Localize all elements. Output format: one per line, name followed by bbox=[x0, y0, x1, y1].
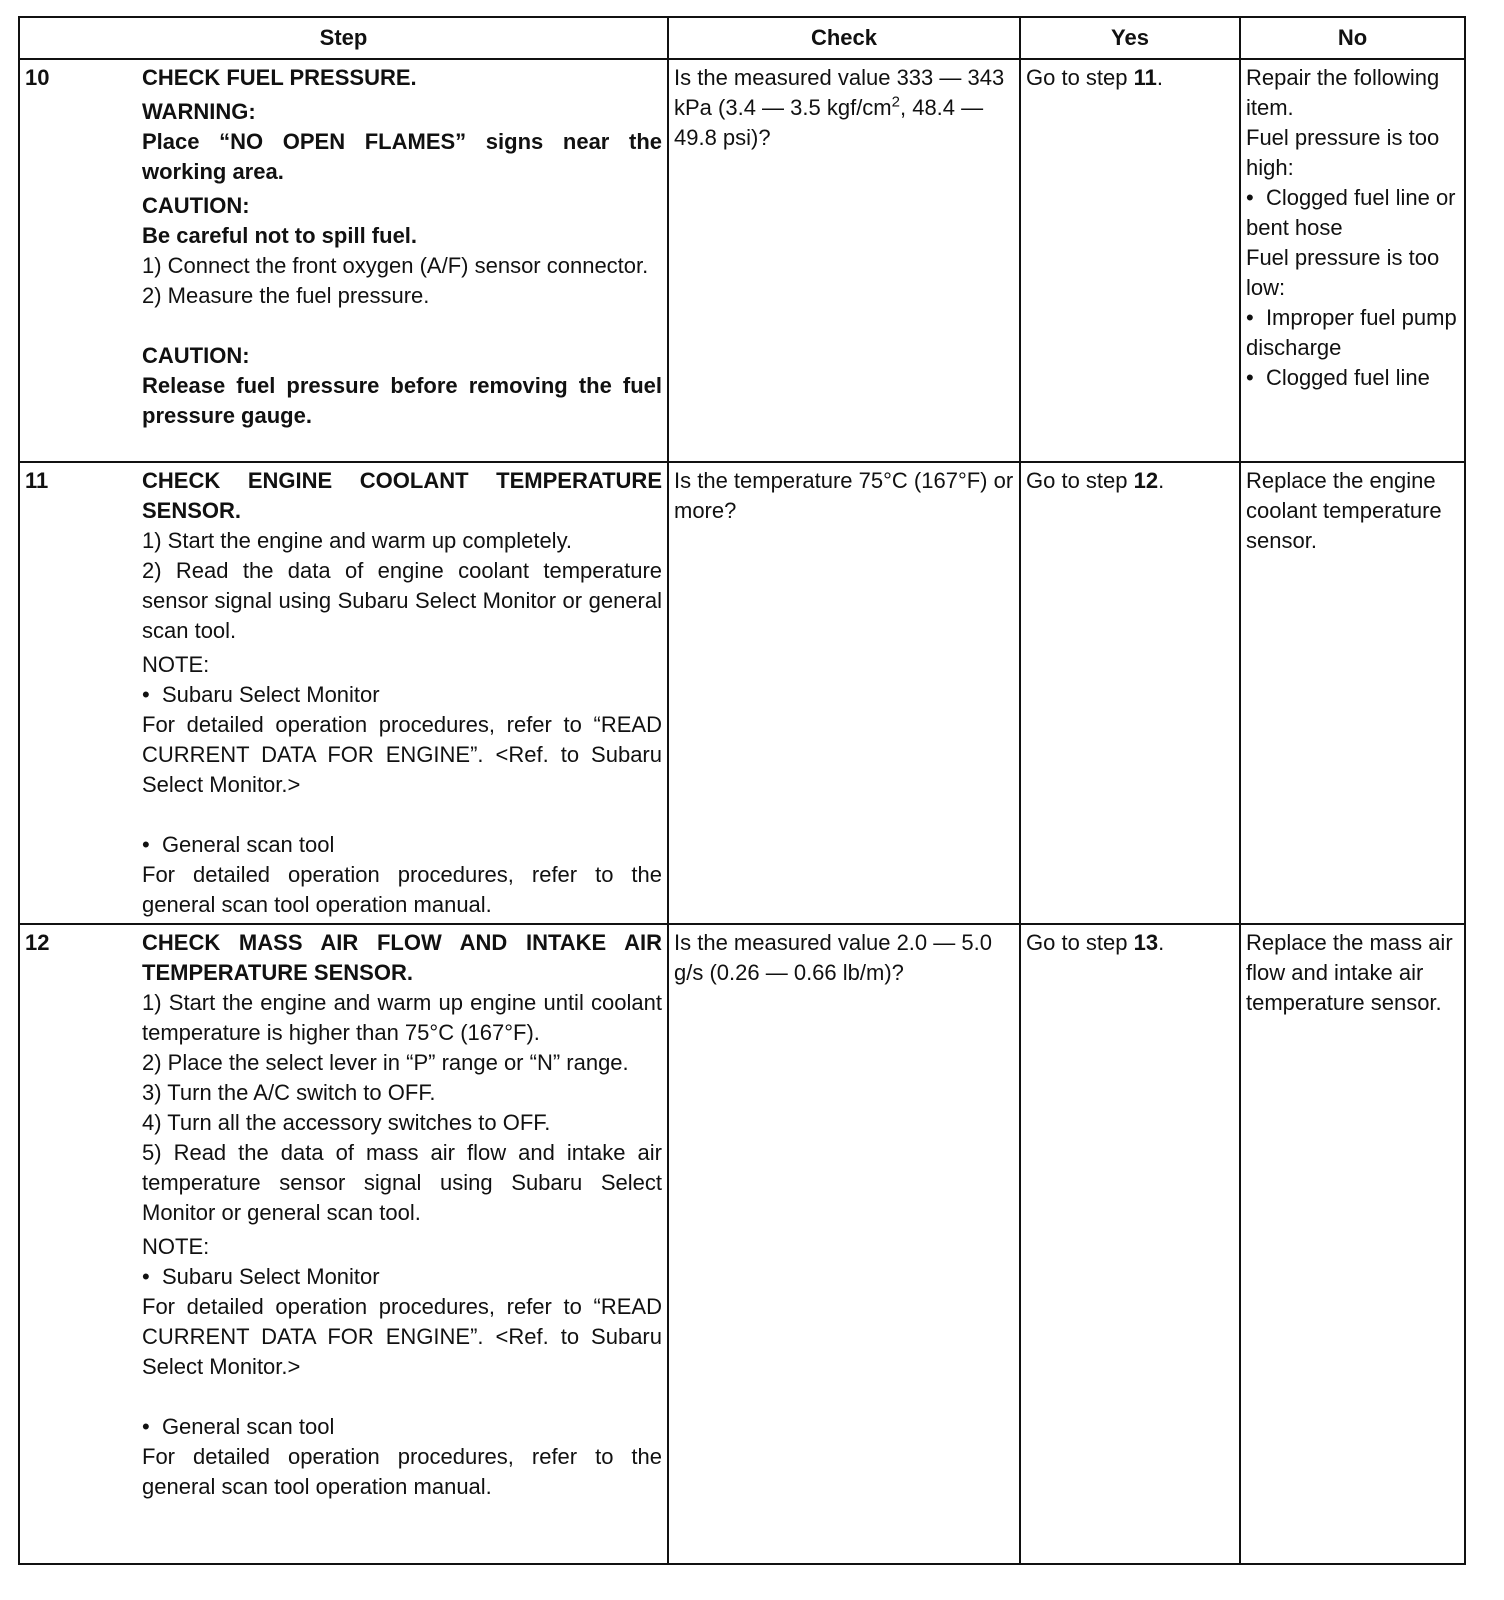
table-header-row bbox=[19, 17, 1465, 59]
step-title: CHECK ENGINE COOLANT TEMPERATURE SENSOR. bbox=[142, 468, 662, 523]
procedure-step-2: 2) Read the data of engine coolant temperature sensor signal using Subaru Select Monitor or general scan tool. bbox=[142, 558, 662, 643]
yes-text-end: . bbox=[1158, 468, 1165, 493]
procedure-step-1: 1) Start the engine and warm up completely. bbox=[142, 528, 573, 553]
procedure-step-2: 2) Measure the fuel pressure. bbox=[142, 283, 430, 308]
check-text: Is the measured value 333 — 343 kPa (3.4 — 3.5 kgf/cm bbox=[674, 65, 1005, 120]
check-text-end: , 48.4 — 49.8 psi)? bbox=[674, 95, 984, 150]
header-yes: Yes bbox=[1020, 17, 1240, 59]
step-number: 10 bbox=[25, 65, 50, 90]
procedure-step-1: 1) Connect the front oxygen (A/F) sensor connector. bbox=[142, 253, 649, 278]
check-cell: Is the measured value 2.0 — 5.0 g/s (0.26 — 0.66 lb/m)? bbox=[668, 924, 1020, 1564]
yes-text-end: . bbox=[1156, 65, 1164, 90]
step-body bbox=[142, 63, 662, 431]
note-ssm-text: For detailed operation procedures, refer to “READ CURRENT DATA FOR ENGINE”. <Ref. to Subaru Select Monitor.> bbox=[142, 1294, 662, 1379]
step-body bbox=[142, 928, 662, 1502]
note-gst-text: For detailed operation procedures, refer to the general scan tool operation manual. bbox=[142, 862, 662, 917]
yes-text: Go to step bbox=[1026, 65, 1134, 90]
header-check: Check bbox=[668, 17, 1020, 59]
procedure-step-1: 1) Start the engine and warm up engine until coolant temperature is higher than 75°C (167°F). bbox=[142, 990, 662, 1045]
procedure-step-5: 5) Read the data of mass air flow and intake air temperature sensor signal using Subaru Select Monitor or general scan tool. bbox=[142, 1140, 662, 1225]
note-ssm-text: For detailed operation procedures, refer to “READ CURRENT DATA FOR ENGINE”. <Ref. to Subaru Select Monitor.> bbox=[142, 712, 662, 797]
yes-text: Go to step bbox=[1026, 468, 1134, 493]
procedure-step-3: 3) Turn the A/C switch to OFF. bbox=[142, 1080, 436, 1105]
note-gst: • General scan tool bbox=[142, 1412, 662, 1442]
warning-text: Place “NO OPEN FLAMES” signs near the working area. bbox=[142, 129, 662, 184]
note-ssm: • Subaru Select Monitor bbox=[142, 680, 662, 710]
yes-cell bbox=[1020, 59, 1240, 462]
table-row-step-12 bbox=[19, 924, 1465, 1564]
yes-cell bbox=[1020, 462, 1240, 924]
note-gst-text: For detailed operation procedures, refer to the general scan tool operation manual. bbox=[142, 1444, 662, 1499]
step-cell bbox=[19, 924, 668, 1564]
note-gst: • General scan tool bbox=[142, 830, 662, 860]
no-high-item: • Clogged fuel line or bent hose bbox=[1246, 183, 1459, 243]
step-cell bbox=[19, 462, 668, 924]
step-cell bbox=[19, 59, 668, 462]
no-cell bbox=[1240, 59, 1465, 462]
procedure-step-4: 4) Turn all the accessory switches to OFF. bbox=[142, 1110, 551, 1135]
warning-label: WARNING: bbox=[142, 99, 256, 124]
step-title: CHECK FUEL PRESSURE. bbox=[142, 65, 417, 90]
no-intro: Repair the following item. bbox=[1246, 65, 1440, 120]
note-ssm: • Subaru Select Monitor bbox=[142, 1262, 662, 1292]
check-cell bbox=[668, 59, 1020, 462]
step-number: 12 bbox=[25, 930, 50, 955]
yes-step-ref: 12 bbox=[1133, 468, 1159, 493]
header-no: No bbox=[1240, 17, 1465, 59]
yes-step-ref: 13 bbox=[1133, 930, 1159, 955]
no-low-item-2: • Clogged fuel line bbox=[1246, 363, 1459, 393]
no-high-label: Fuel pressure is too high: bbox=[1246, 125, 1440, 180]
no-cell: Replace the engine coolant temperature sensor. bbox=[1240, 462, 1465, 924]
step-title: CHECK MASS AIR FLOW AND INTAKE AIR TEMPERATURE SENSOR. bbox=[142, 930, 662, 985]
no-low-item-1: • Improper fuel pump discharge bbox=[1246, 303, 1459, 363]
check-cell: Is the temperature 75°C (167°F) or more? bbox=[668, 462, 1020, 924]
header-step: Step bbox=[19, 17, 668, 59]
caution-text-2: Release fuel pressure before removing the fuel pressure gauge. bbox=[142, 373, 662, 428]
yes-cell bbox=[1020, 924, 1240, 1564]
no-cell: Replace the mass air flow and intake air temperature sensor. bbox=[1240, 924, 1465, 1564]
yes-text: Go to step bbox=[1026, 930, 1134, 955]
table-row-step-11 bbox=[19, 462, 1465, 924]
diagnostic-table bbox=[18, 16, 1466, 1565]
yes-step-ref: 11 bbox=[1133, 65, 1157, 90]
check-superscript: 2 bbox=[891, 93, 900, 111]
step-body bbox=[142, 466, 662, 920]
step-number: 11 bbox=[25, 468, 49, 493]
note-label: NOTE: bbox=[142, 1234, 210, 1259]
procedure-step-2: 2) Place the select lever in “P” range or “N” range. bbox=[142, 1050, 629, 1075]
caution-label: CAUTION: bbox=[142, 193, 250, 218]
diagnostic-procedure-document bbox=[18, 16, 1464, 1565]
note-label: NOTE: bbox=[142, 652, 210, 677]
no-low-label: Fuel pressure is too low: bbox=[1246, 245, 1440, 300]
caution-text: Be careful not to spill fuel. bbox=[142, 223, 418, 248]
table-row-step-10 bbox=[19, 59, 1465, 462]
yes-text-end: . bbox=[1158, 930, 1165, 955]
caution-label-2: CAUTION: bbox=[142, 343, 250, 368]
